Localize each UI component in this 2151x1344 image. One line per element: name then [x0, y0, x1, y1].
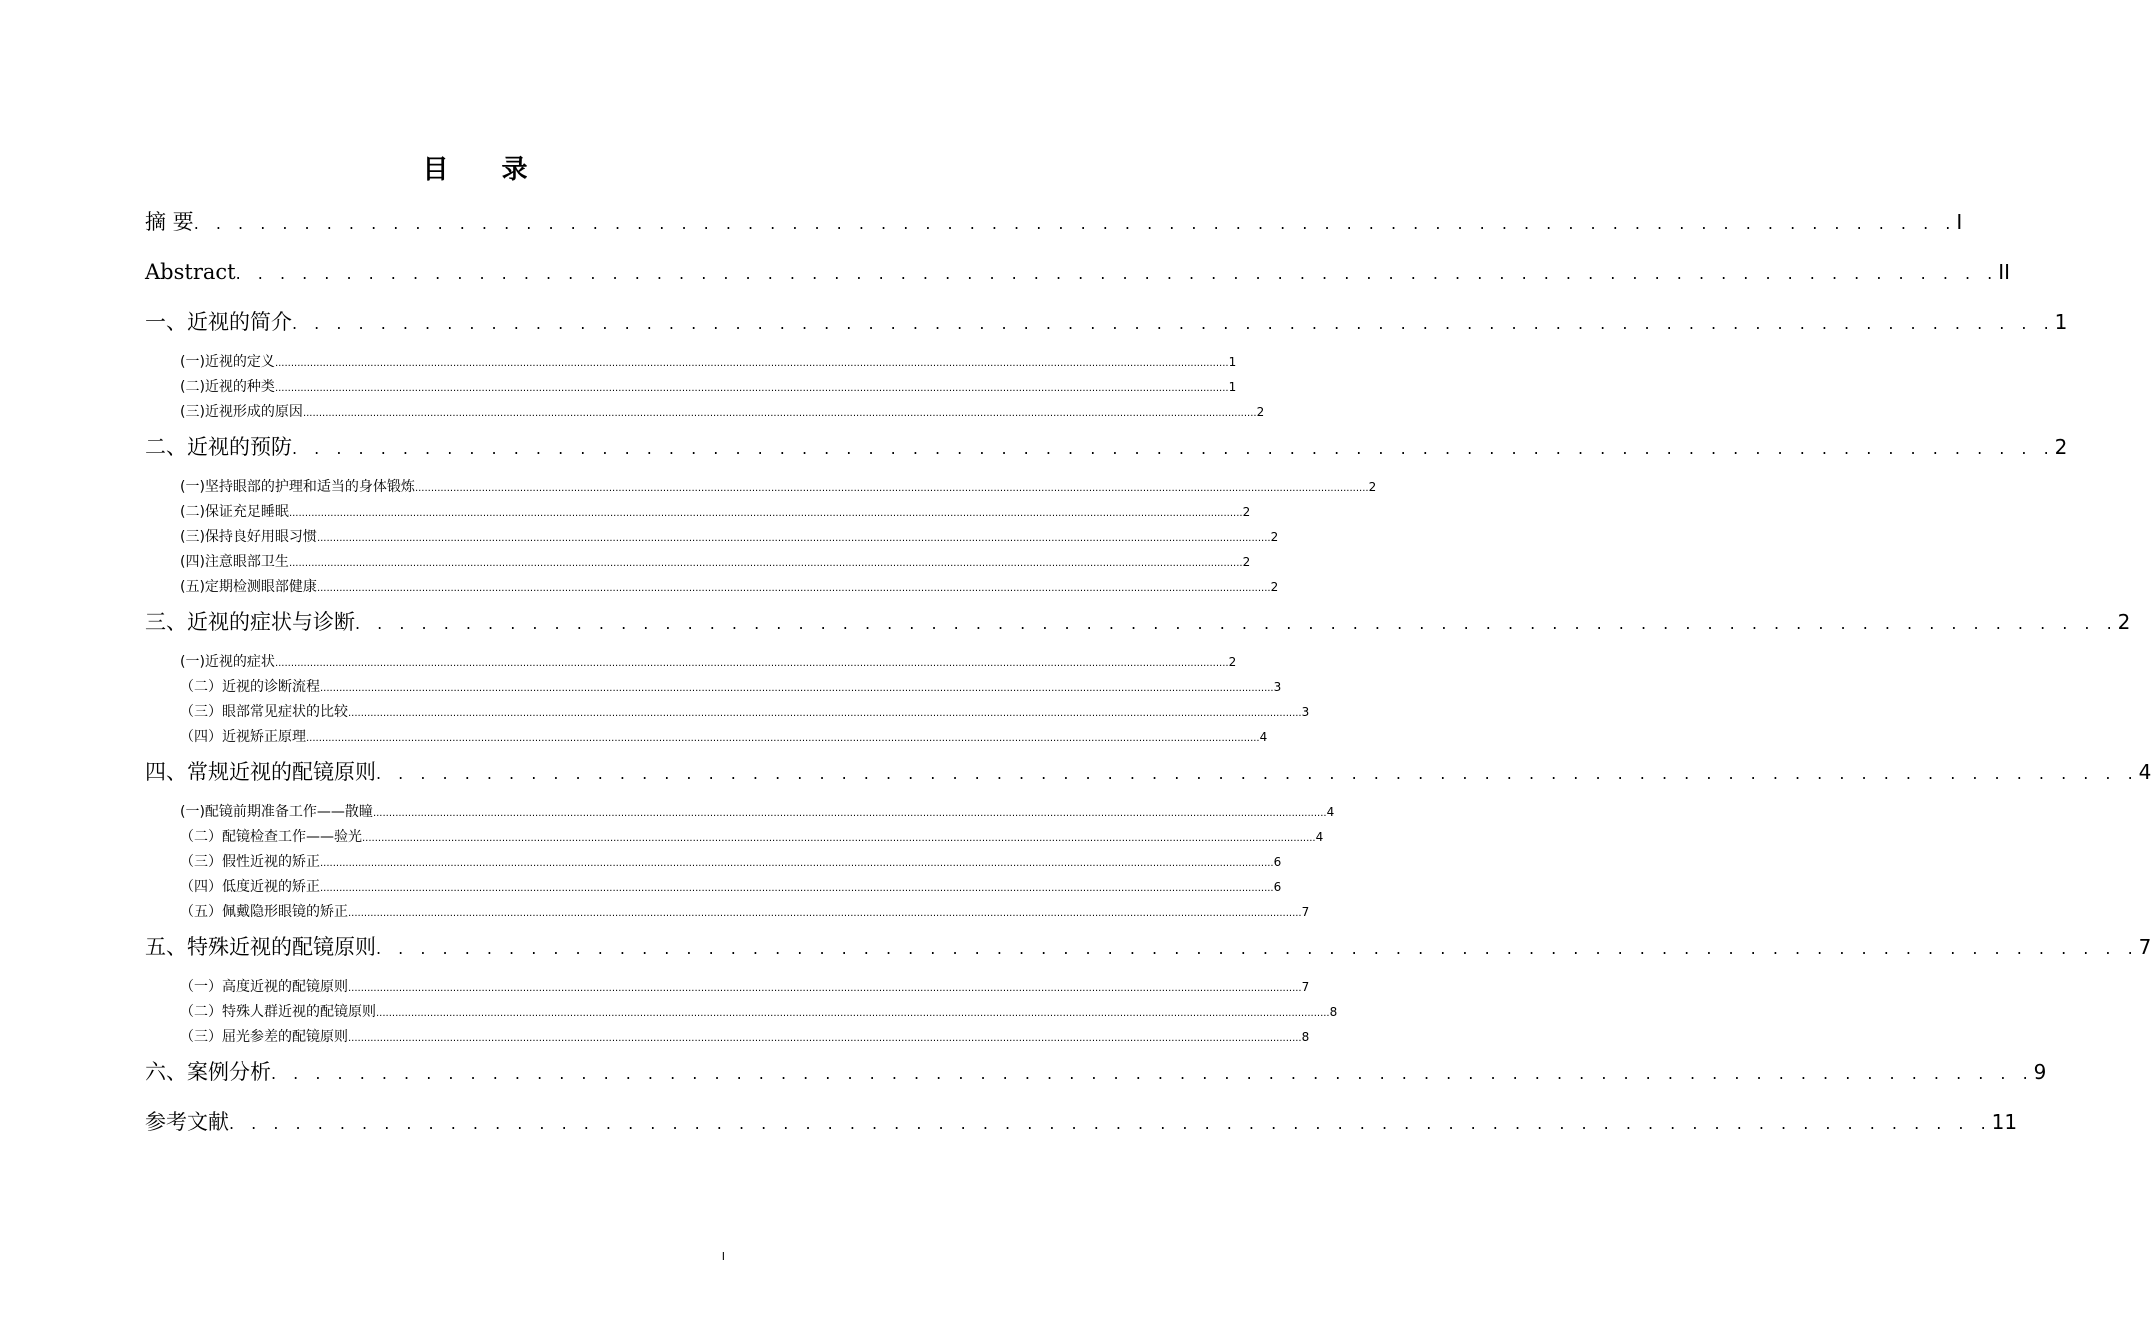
toc-entry-chapter[interactable]: [145, 200, 1963, 250]
toc-entry-chapter[interactable]: [145, 425, 2068, 475]
toc-entry-label: （二）近视的诊断流程: [180, 679, 320, 695]
toc-entry-page: 7: [1301, 980, 1310, 994]
toc-entry-page: 11: [1991, 1110, 2018, 1134]
toc-entry-section[interactable]: [145, 825, 1324, 850]
toc-dot-leader: ............................................................................................................................................................................................................................................................................................................: [320, 883, 1274, 894]
toc-entry-page: 1: [2054, 310, 2068, 334]
toc-entry-page: 4: [1326, 805, 1335, 819]
toc-entry-label: (一)近视的症状: [180, 654, 275, 670]
toc-entry-section[interactable]: [145, 850, 1282, 875]
toc-entry-section[interactable]: [145, 675, 1282, 700]
toc-entry-label: 二、近视的预防: [145, 435, 292, 459]
toc-entry-page: 2: [2117, 610, 2131, 634]
toc-entry-section[interactable]: [145, 550, 1251, 575]
toc-entry-section[interactable]: [145, 875, 1282, 900]
toc-entry-label: （三）屈光参差的配镜原则: [180, 1029, 348, 1045]
toc-entry-label: (四)注意眼部卫生: [180, 554, 289, 570]
toc-entry-section[interactable]: [145, 400, 1265, 425]
toc-entry-page: 2: [1228, 655, 1237, 669]
toc-entry-page: 6: [1273, 855, 1282, 869]
toc-dot-leader: ............................................................................................................................................................................................................................................................................................................: [316, 533, 1271, 544]
toc-entry-page: 3: [1301, 705, 1310, 719]
toc-dot-leader: ............................................................................................................................................................................................................................................................................................................: [372, 808, 1327, 819]
toc-entry-label: （二）配镜检查工作——验光: [180, 829, 362, 845]
toc-entry-page: 2: [1242, 555, 1251, 569]
toc-entry-chapter[interactable]: [145, 600, 2131, 650]
toc-dot-leader: ............................................................................................................................................................................................................................................................................................................: [348, 983, 1302, 994]
toc-entry-page: 7: [2138, 935, 2151, 959]
toc-entry-chapter[interactable]: [145, 300, 2068, 350]
toc-dot-leader: ............................................................................................................................................................................................................................................................................................................: [274, 358, 1229, 369]
toc-entry-section[interactable]: [145, 475, 1377, 500]
toc-entry-page: 4: [2138, 760, 2151, 784]
toc-entry-label: (三)近视形成的原因: [180, 404, 303, 420]
toc-dot-leader: ............................................................................................................................................................................................................................................................................................................: [362, 833, 1316, 844]
toc-entry-section[interactable]: [145, 500, 1251, 525]
toc-entry-chapter[interactable]: [145, 750, 2151, 800]
toc-dot-leader: . . . . . . . . . . . . . . . . . . . . . . . . . . . . . . . . . . . . . . . . . . . . . . . . . . . . . . . . . . . . . . . . . . . . . . . . . . . . . . . .: [355, 614, 2118, 633]
toc-entry-section[interactable]: [145, 1025, 1310, 1050]
toc-dot-leader: . . . . . . . . . . . . . . . . . . . . . . . . . . . . . . . . . . . . . . . . . . . . . . . . . . . . . . . . . . . . . . . . . . . . . . . . . . . . . . . .: [271, 1064, 2034, 1083]
toc-entry-label: （三）眼部常见症状的比较: [180, 704, 348, 720]
page-number: I: [721, 1250, 725, 1263]
toc-entry-chapter[interactable]: [145, 1100, 2018, 1150]
toc-entry-page: 2: [1368, 480, 1377, 494]
toc-entry-section[interactable]: [145, 700, 1310, 725]
toc-entry-page: 9: [2033, 1060, 2047, 1084]
toc-entry-page: 3: [1273, 680, 1282, 694]
toc-entry-page: 1: [1228, 355, 1237, 369]
toc-entry-page: 7: [1301, 905, 1310, 919]
toc-entry-page: 2: [1256, 405, 1265, 419]
toc-entry-section[interactable]: [145, 650, 1237, 675]
toc-dot-leader: ............................................................................................................................................................................................................................................................................................................: [288, 508, 1243, 519]
toc-dot-leader: ............................................................................................................................................................................................................................................................................................................: [414, 483, 1369, 494]
toc-entry-section[interactable]: [145, 525, 1279, 550]
toc-entry-page: 1: [1228, 380, 1237, 394]
toc-entry-label: 一、近视的简介: [145, 310, 292, 334]
toc-entry-label: (一)坚持眼部的护理和适当的身体锻炼: [180, 479, 415, 495]
toc-dot-leader: ............................................................................................................................................................................................................................................................................................................: [348, 708, 1302, 719]
toc-entry-label: 六、案例分析: [145, 1060, 271, 1084]
toc-entry-label: Abstract: [145, 260, 236, 284]
toc-dot-leader: . . . . . . . . . . . . . . . . . . . . . . . . . . . . . . . . . . . . . . . . . . . . . . . . . . . . . . . . . . . . . . . . . . . . . . . . . . . . . . . .: [229, 1114, 1992, 1133]
toc-entry-section[interactable]: [145, 575, 1279, 600]
toc-entry-label: （二）特殊人群近视的配镜原则: [180, 1004, 376, 1020]
toc-entry-section[interactable]: [145, 375, 1237, 400]
toc-entry-section[interactable]: [145, 1000, 1338, 1025]
toc-dot-leader: ............................................................................................................................................................................................................................................................................................................: [348, 908, 1302, 919]
toc-entry-page: 4: [1259, 730, 1268, 744]
toc-dot-leader: . . . . . . . . . . . . . . . . . . . . . . . . . . . . . . . . . . . . . . . . . . . . . . . . . . . . . . . . . . . . . . . . . . . . . . . . . . . . . . . .: [193, 214, 1957, 233]
toc-entry-section[interactable]: [145, 800, 1335, 825]
toc-dot-leader: ............................................................................................................................................................................................................................................................................................................: [316, 583, 1271, 594]
toc-entry-page: 4: [1315, 830, 1324, 844]
toc-dot-leader: . . . . . . . . . . . . . . . . . . . . . . . . . . . . . . . . . . . . . . . . . . . . . . . . . . . . . . . . . . . . . . . . . . . . . . . . . . . . . . . .: [376, 939, 2139, 958]
toc-entry-label: （四）近视矫正原理: [180, 729, 306, 745]
toc-entry-label: 四、常规近视的配镜原则: [145, 760, 376, 784]
table-of-contents: [145, 200, 2151, 1150]
toc-entry-label: (五)定期检测眼部健康: [180, 579, 317, 595]
toc-dot-leader: . . . . . . . . . . . . . . . . . . . . . . . . . . . . . . . . . . . . . . . . . . . . . . . . . . . . . . . . . . . . . . . . . . . . . . . . . . . . . . . .: [235, 264, 1999, 283]
toc-entry-label: 五、特殊近视的配镜原则: [145, 935, 376, 959]
toc-dot-leader: . . . . . . . . . . . . . . . . . . . . . . . . . . . . . . . . . . . . . . . . . . . . . . . . . . . . . . . . . . . . . . . . . . . . . . . . . . . . . . . .: [376, 764, 2139, 783]
toc-dot-leader: ............................................................................................................................................................................................................................................................................................................: [376, 1008, 1330, 1019]
toc-entry-section[interactable]: [145, 900, 1310, 925]
toc-entry-section[interactable]: [145, 975, 1310, 1000]
toc-entry-label: (二)近视的种类: [180, 379, 275, 395]
toc-dot-leader: . . . . . . . . . . . . . . . . . . . . . . . . . . . . . . . . . . . . . . . . . . . . . . . . . . . . . . . . . . . . . . . . . . . . . . . . . . . . . . . .: [292, 314, 2055, 333]
toc-entry-section[interactable]: [145, 725, 1268, 750]
toc-entry-label: （五）佩戴隐形眼镜的矫正: [180, 904, 348, 920]
toc-entry-label: 摘 要: [145, 210, 194, 234]
toc-entry-label: （三）假性近视的矫正: [180, 854, 320, 870]
toc-entry-label: 三、近视的症状与诊断: [145, 610, 355, 634]
toc-dot-leader: ............................................................................................................................................................................................................................................................................................................: [274, 383, 1229, 394]
toc-entry-label: （一）高度近视的配镜原则: [180, 979, 348, 995]
toc-entry-page: 6: [1273, 880, 1282, 894]
toc-entry-label: 参考文献: [145, 1110, 229, 1134]
toc-entry-page: 2: [1242, 505, 1251, 519]
toc-entry-chapter[interactable]: [145, 1050, 2047, 1100]
toc-entry-chapter[interactable]: [145, 250, 2011, 300]
toc-dot-leader: ............................................................................................................................................................................................................................................................................................................: [274, 658, 1229, 669]
toc-entry-label: (一)配镜前期准备工作——散瞳: [180, 804, 373, 820]
toc-entry-page: II: [1998, 260, 2011, 284]
toc-dot-leader: ............................................................................................................................................................................................................................................................................................................: [306, 733, 1260, 744]
toc-dot-leader: ............................................................................................................................................................................................................................................................................................................: [288, 558, 1243, 569]
toc-dot-leader: ............................................................................................................................................................................................................................................................................................................: [320, 683, 1274, 694]
toc-entry-page: 2: [2054, 435, 2068, 459]
toc-dot-leader: . . . . . . . . . . . . . . . . . . . . . . . . . . . . . . . . . . . . . . . . . . . . . . . . . . . . . . . . . . . . . . . . . . . . . . . . . . . . . . . .: [292, 439, 2055, 458]
toc-entry-label: (三)保持良好用眼习惯: [180, 529, 317, 545]
page-title: 目 录: [422, 155, 550, 185]
toc-dot-leader: ............................................................................................................................................................................................................................................................................................................: [348, 1033, 1302, 1044]
toc-entry-chapter[interactable]: [145, 925, 2151, 975]
toc-entry-section[interactable]: [145, 350, 1237, 375]
toc-entry-page: 8: [1301, 1030, 1310, 1044]
toc-dot-leader: ............................................................................................................................................................................................................................................................................................................: [320, 858, 1274, 869]
toc-entry-page: 8: [1329, 1005, 1338, 1019]
toc-entry-page: 2: [1270, 580, 1279, 594]
toc-entry-label: （四）低度近视的矫正: [180, 879, 320, 895]
toc-entry-page: 2: [1270, 530, 1279, 544]
toc-entry-label: (一)近视的定义: [180, 354, 275, 370]
toc-entry-label: (二)保证充足睡眠: [180, 504, 289, 520]
toc-dot-leader: ............................................................................................................................................................................................................................................................................................................: [302, 408, 1257, 419]
toc-entry-page: I: [1956, 210, 1963, 234]
